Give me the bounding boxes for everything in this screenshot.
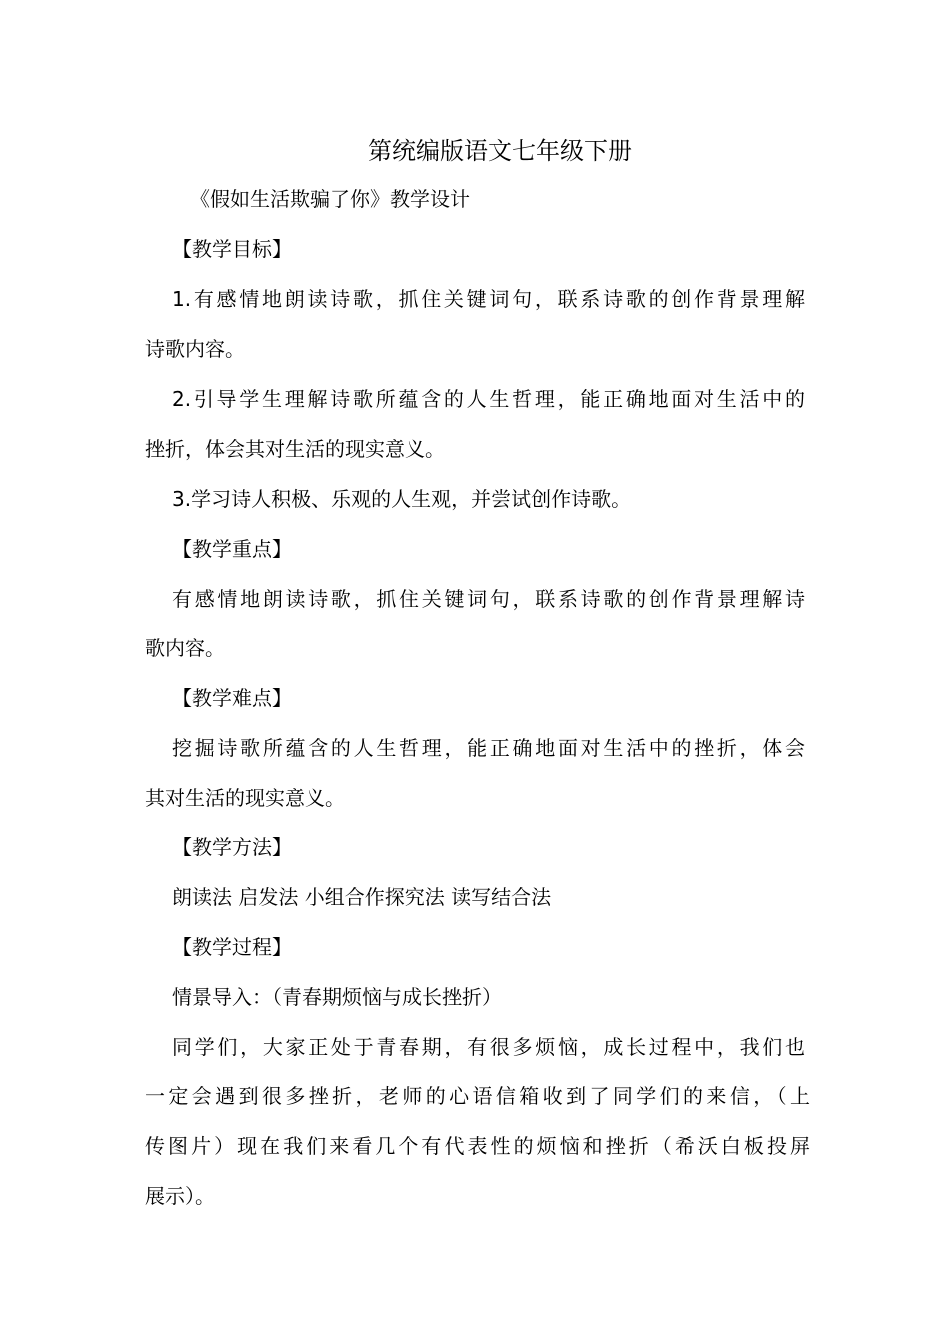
objective-1-line-1: 1.有感情地朗读诗歌，抓住关键词句，联系诗歌的创作背景理解 bbox=[172, 287, 805, 311]
document-title: 第统编版语文七年级下册 bbox=[368, 137, 632, 165]
process-paragraph-line-4: 展示）。 bbox=[145, 1184, 215, 1208]
objective-3: 3.学习诗人积极、乐观的人生观，并尝试创作诗歌。 bbox=[172, 487, 632, 511]
process-intro: 情景导入：（青春期烦恼与成长挫折） bbox=[172, 985, 502, 1009]
methods-heading: 【教学方法】 bbox=[172, 835, 292, 859]
process-heading: 【教学过程】 bbox=[172, 935, 292, 959]
key-points-line-1: 有感情地朗读诗歌，抓住关键词句，联系诗歌的创作背景理解诗 bbox=[172, 587, 805, 611]
difficulties-line-2: 其对生活的现实意义。 bbox=[145, 786, 345, 810]
objectives-heading: 【教学目标】 bbox=[172, 237, 292, 261]
methods-text: 朗读法 启发法 小组合作探究法 读写结合法 bbox=[172, 885, 552, 909]
key-points-line-2: 歌内容。 bbox=[145, 636, 225, 660]
process-paragraph-line-3: 传图片）现在我们来看几个有代表性的烦恼和挫折（希沃白板投屏 bbox=[145, 1134, 810, 1158]
objective-2-line-2: 挫折，体会其对生活的现实意义。 bbox=[145, 437, 445, 461]
objective-2-line-1: 2.引导学生理解诗歌所蕴含的人生哲理，能正确地面对生活中的 bbox=[172, 387, 805, 411]
lesson-subtitle: 《假如生活欺骗了你》教学设计 bbox=[190, 187, 470, 211]
objective-1-line-2: 诗歌内容。 bbox=[145, 337, 245, 361]
process-paragraph-line-1: 同学们，大家正处于青春期，有很多烦恼，成长过程中，我们也 bbox=[172, 1035, 805, 1059]
key-points-heading: 【教学重点】 bbox=[172, 537, 292, 561]
process-paragraph-line-2: 一定会遇到很多挫折，老师的心语信箱收到了同学们的来信，（上 bbox=[145, 1084, 810, 1108]
difficulties-line-1: 挖掘诗歌所蕴含的人生哲理，能正确地面对生活中的挫折，体会 bbox=[172, 736, 805, 760]
difficulties-heading: 【教学难点】 bbox=[172, 686, 292, 710]
